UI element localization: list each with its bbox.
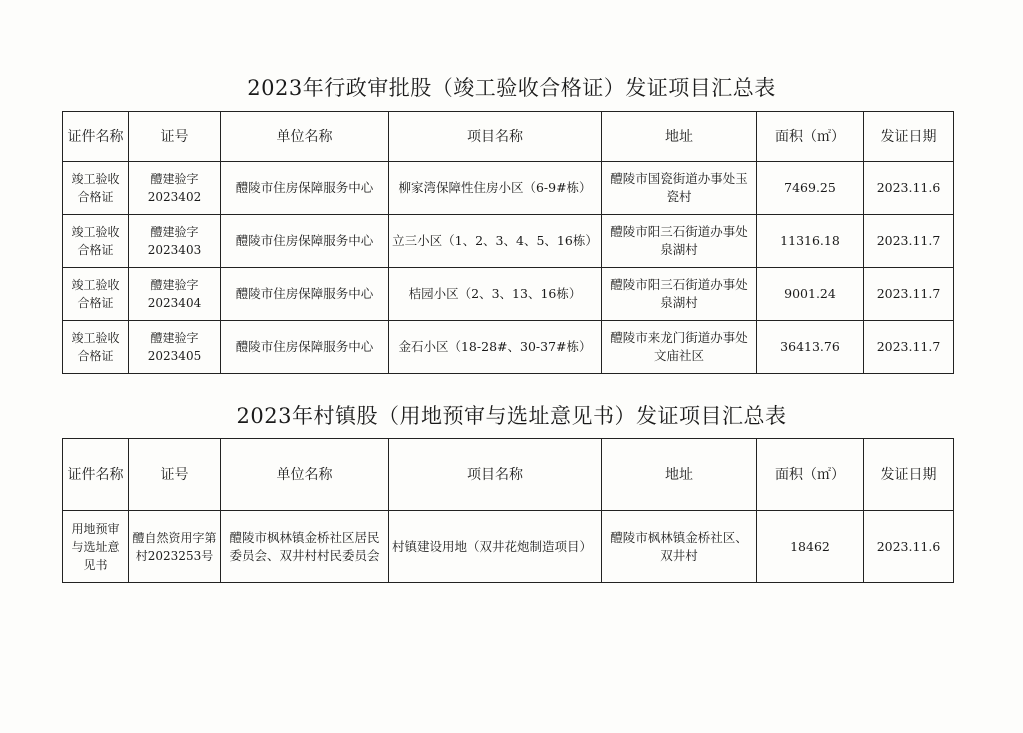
cert-name-cell: 竣工验收合格证 [63, 321, 129, 374]
header-unit-name: 单位名称 [221, 439, 389, 511]
cert-no-cell: 醴建验字2023404 [129, 268, 221, 321]
cert-name-cell: 用地预审与选址意见书 [63, 511, 129, 583]
project-name-cell: 立三小区（1、2、3、4、5、16栋） [389, 215, 602, 268]
area-cell: 7469.25 [757, 162, 864, 215]
table-row [63, 215, 954, 268]
project-name-cell: 金石小区（18-28#、30-37#栋） [389, 321, 602, 374]
project-name-cell: 桔园小区（2、3、13、16栋） [389, 268, 602, 321]
cert-no-cell: 醴建验字2023405 [129, 321, 221, 374]
header-cert-no: 证号 [129, 112, 221, 162]
header-unit-name: 单位名称 [221, 112, 389, 162]
address-cell: 醴陵市枫林镇金桥社区、双井村 [602, 511, 757, 583]
header-issue-date: 发证日期 [864, 112, 954, 162]
header-project-name: 项目名称 [389, 439, 602, 511]
land-use-opinion-table [62, 438, 954, 583]
unit-name-cell: 醴陵市住房保障服务中心 [221, 162, 389, 215]
address-cell: 醴陵市阳三石街道办事处泉湖村 [602, 268, 757, 321]
unit-name-cell: 醴陵市住房保障服务中心 [221, 268, 389, 321]
table1-header-row [63, 112, 954, 162]
header-cert-no: 证号 [129, 439, 221, 511]
area-cell: 11316.18 [757, 215, 864, 268]
header-project-name: 项目名称 [389, 112, 602, 162]
project-name-cell: 村镇建设用地（双井花炮制造项目） [389, 511, 602, 583]
table2-title: 2023年村镇股（用地预审与选址意见书）发证项目汇总表 [236, 404, 787, 428]
area-cell: 9001.24 [757, 268, 864, 321]
cert-name-cell: 竣工验收合格证 [63, 268, 129, 321]
unit-name-cell: 醴陵市住房保障服务中心 [221, 321, 389, 374]
header-address: 地址 [602, 439, 757, 511]
header-area: 面积（㎡） [757, 112, 864, 162]
address-cell: 醴陵市国瓷街道办事处玉瓷村 [602, 162, 757, 215]
issue-date-cell: 2023.11.7 [864, 321, 954, 374]
header-address: 地址 [602, 112, 757, 162]
cert-no-cell: 醴建验字2023403 [129, 215, 221, 268]
header-issue-date: 发证日期 [864, 439, 954, 511]
unit-name-cell: 醴陵市枫林镇金桥社区居民委员会、双井村村民委员会 [221, 511, 389, 583]
header-cert-name: 证件名称 [63, 112, 129, 162]
cert-name-cell: 竣工验收合格证 [63, 215, 129, 268]
table-row [63, 162, 954, 215]
issue-date-cell: 2023.11.6 [864, 511, 954, 583]
header-cert-name: 证件名称 [63, 439, 129, 511]
table2-header-row [63, 439, 954, 511]
address-cell: 醴陵市阳三石街道办事处泉湖村 [602, 215, 757, 268]
area-cell: 18462 [757, 511, 864, 583]
acceptance-certificate-table [62, 111, 954, 374]
issue-date-cell: 2023.11.7 [864, 268, 954, 321]
cert-name-cell: 竣工验收合格证 [63, 162, 129, 215]
table1-title: 2023年行政审批股（竣工验收合格证）发证项目汇总表 [247, 76, 776, 100]
cert-no-cell: 醴自然资用字第村2023253号 [129, 511, 221, 583]
table-row [63, 511, 954, 583]
cert-no-cell: 醴建验字2023402 [129, 162, 221, 215]
table-row [63, 268, 954, 321]
table-row [63, 321, 954, 374]
header-area: 面积（㎡） [757, 439, 864, 511]
issue-date-cell: 2023.11.6 [864, 162, 954, 215]
area-cell: 36413.76 [757, 321, 864, 374]
address-cell: 醴陵市来龙门街道办事处文庙社区 [602, 321, 757, 374]
issue-date-cell: 2023.11.7 [864, 215, 954, 268]
unit-name-cell: 醴陵市住房保障服务中心 [221, 215, 389, 268]
project-name-cell: 柳家湾保障性住房小区（6-9#栋） [389, 162, 602, 215]
